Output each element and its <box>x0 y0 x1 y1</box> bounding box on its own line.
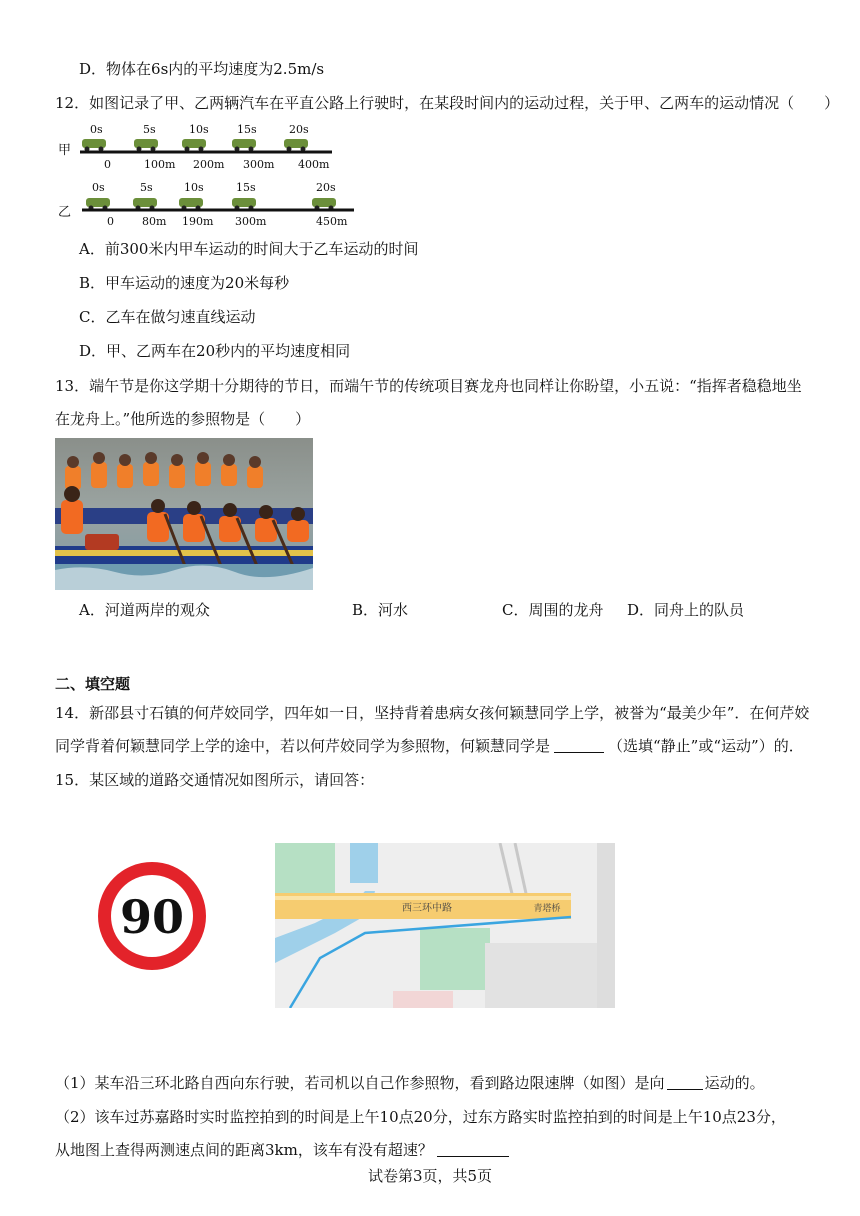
yi-time-1: 5s <box>140 181 153 194</box>
q12-option-b: B．甲车运动的速度为20米每秒 <box>79 274 290 292</box>
q15-sub2-text: 从地图上查得两测速点间的距离3km，该车有没有超速？ <box>55 1141 433 1159</box>
q14-line1: 14．新邵县寸石镇的何芹姣同学，四年如一日，坚持背着患病女孩何颖慧同学上学，被誉为“最美少年”．在何芹姣 <box>55 704 810 722</box>
q12-option-d: D．甲、乙两车在20秒内的平均速度相同 <box>79 342 351 360</box>
speed-limit-sign <box>94 858 210 978</box>
q12-stem: 12．如图记录了甲、乙两辆汽车在平直公路上行驶时，在某段时间内的运动过程，关于甲、乙两车的运动情况（ ） <box>55 94 840 112</box>
jia-time-3: 15s <box>237 123 257 136</box>
yi-time-3: 15s <box>236 181 256 194</box>
q14-line2-text-a: 同学背着何颖慧同学上学的途中，若以何芹姣同学为参照物，何颖慧同学是 <box>55 737 551 755</box>
yi-time-4: 20s <box>316 181 336 194</box>
jia-cars <box>82 139 308 152</box>
q15-sub1 <box>55 1073 765 1093</box>
yi-time-0: 0s <box>92 181 105 194</box>
jia-time-0: 0s <box>90 123 103 136</box>
q15-sub1-text-b: 运动的。 <box>704 1074 765 1092</box>
speed-limit-value: 90 <box>119 890 185 944</box>
jia-dist-2: 200m <box>193 158 225 171</box>
dragon-boat-photo <box>55 438 313 590</box>
q14-answer-blank[interactable] <box>554 737 604 753</box>
car-jia-label: 甲 <box>58 143 72 158</box>
map-bridge-label: 青塔桥 <box>533 904 561 914</box>
car-yi-label: 乙 <box>58 205 72 220</box>
jia-time-4: 20s <box>289 123 309 136</box>
q14-line2 <box>55 736 804 756</box>
jia-time-2: 10s <box>189 123 209 136</box>
map-road-label: 西三环中路 <box>402 903 452 914</box>
jia-dist-3: 300m <box>243 158 275 171</box>
q13-option-b: B．河水 <box>352 601 409 619</box>
q12-option-a: A．前300米内甲车运动的时间大于乙车运动的时间 <box>79 240 419 258</box>
q15-sub1-answer-blank[interactable] <box>667 1074 703 1090</box>
jia-dist-0: 0 <box>104 158 111 171</box>
yi-dist-2: 190m <box>182 215 214 228</box>
q13-stem-line1: 13．端午节是你这学期十分期待的节日，而端午节的传统项目赛龙舟也同样让你盼望，小五说：“指挥者稳稳地坐 <box>55 377 802 395</box>
jia-time-1: 5s <box>143 123 156 136</box>
q15-stem: 15．某区域的道路交通情况如图所示，请回答： <box>55 771 375 789</box>
road-map <box>275 843 615 1008</box>
page-footer: 试卷第3页，共5页 <box>367 1167 493 1185</box>
q13-option-c: C．周围的龙舟 <box>502 601 604 619</box>
yi-dist-1: 80m <box>142 215 167 228</box>
q13-option-d: D．同舟上的队员 <box>627 601 745 619</box>
q12-option-c: C．乙车在做匀速直线运动 <box>79 308 256 326</box>
yi-dist-3: 300m <box>235 215 267 228</box>
q13-option-a: A．河道两岸的观众 <box>79 601 210 619</box>
q14-line2-text-b: （选填“静止”或“运动”）的． <box>608 737 804 755</box>
q15-sub2-line1: （2）该车过苏嘉路时实时监控拍到的时间是上午10点20分，过东方路实时监控拍到的时间是上午10点23分， <box>55 1108 786 1126</box>
jia-dist-4: 400m <box>298 158 330 171</box>
section-title-fill-in: 二、填空题 <box>55 675 131 693</box>
yi-dist-4: 450m <box>316 215 348 228</box>
q15-sub2-answer-blank[interactable] <box>437 1141 509 1157</box>
q11-option-d: D．物体在6s内的平均速度为2.5m/s <box>79 60 325 78</box>
yi-dist-0: 0 <box>107 215 114 228</box>
jia-dist-1: 100m <box>144 158 176 171</box>
yi-time-2: 10s <box>184 181 204 194</box>
q15-sub1-text-a: （1）某车沿三环北路自西向东行驶，若司机以自己作参照物，看到路边限速牌（如图）是向 <box>55 1074 665 1092</box>
q15-sub2-line2 <box>55 1140 509 1160</box>
q13-stem-line2: 在龙舟上。”他所选的参照物是（ ） <box>55 410 311 428</box>
car-motion-figure <box>50 118 360 230</box>
